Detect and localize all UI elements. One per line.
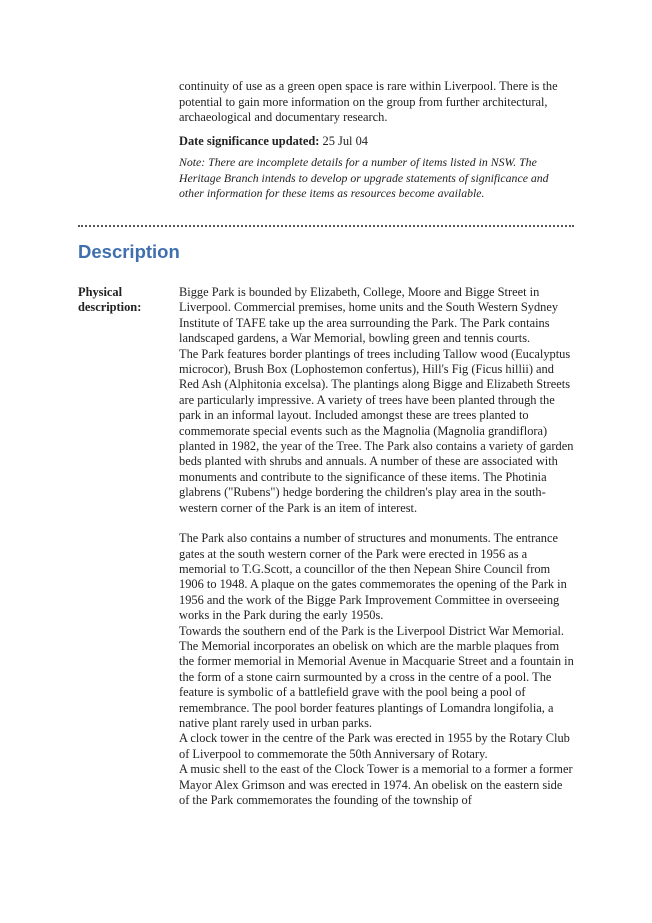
significance-text: continuity of use as a green open space is rare within Liverpool. There is the potential to gain more information on the group from further architectural, archaeological and documentary research.: [179, 79, 558, 125]
date-value: 25 Jul 04: [322, 133, 368, 148]
paragraph: The Park features border plantings of trees including Tallow wood (Eucalyptus microcor), Brush Box (Lophostemon confertus), Hill's Fig (Ficus hillii) and Red Ash (Alphitonia excelsa). The plantings along Bigge and Elizabeth Streets are particularly impressive. A variety of trees have been planted through the park in an informal layout. Included amongst these are trees planted to commemorate special events such as the Magnolia (Magnolia grandiflora) planted in 1982, the year of the Tree. The Park also contains a variety of garden beds planted with shrubs and annuals. A number of these are associated with monuments and contribute to the significance of these items. The Photinia glabrens ("Rubens") hedge bordering the children's play area in the south-western corner of the Park is an item of interest.: [179, 346, 574, 515]
paragraph: Towards the southern end of the Park is the Liverpool District War Memorial. The Memorial incorporates an obelisk on which are the marble plaques from the former memorial in Memorial Avenue in Macquarie Street and a fountain in the form of a stone cairn surmounted by a cross in the centre of a pool. The feature is symbolic of a battlefield grave with the pool being a pool of remembrance. The pool border features plantings of Lomandra longifolia, a native plant rarely used in urban parks.: [179, 623, 574, 730]
date-significance-updated: [179, 134, 574, 150]
physical-description-label: Physical description:: [78, 285, 142, 315]
paragraph: Bigge Park is bounded by Elizabeth, College, Moore and Bigge Street in Liverpool. Commercial premises, home units and the South Western Sydney Institute of TAFE take up the area surrounding the Park. The Park contains landscaped gardens, a War Memorial, bowling green and tennis courts.: [179, 285, 559, 346]
section-divider: [78, 225, 574, 227]
paragraph: A music shell to the east of the Clock Tower is a memorial to a former a former Mayor Alex Grimson and was erected in 1974. An obelisk on the eastern side of the Park commemorates the founding of the township of: [179, 762, 573, 807]
paragraph: A clock tower in the centre of the Park was erected in 1955 by the Rotary Club of Liverpool to commemorate the 50th Anniversary of Rotary.: [179, 731, 570, 761]
section-heading-description: Description: [78, 241, 180, 262]
significance-continuation: [179, 79, 574, 202]
date-label: Date significance updated:: [179, 133, 320, 148]
physical-description-body: [179, 285, 574, 808]
incomplete-details-note: Note: There are incomplete details for a number of items listed in NSW. The Heritage Branch intends to develop or upgrade statements of significance and other information for these items as resources become available.: [179, 155, 549, 201]
paragraph: The Park also contains a number of structures and monuments. The entrance gates at the south western corner of the Park were erected in 1956 as a memorial to T.G.Scott, a councillor of the then Nepean Shire Council from 1906 to 1948. A plaque on the gates commemorates the opening of the Park in 1956 and the work of the Bigge Park Improvement Committee in overseeing works in the Park during the early 1950s.: [179, 531, 567, 623]
